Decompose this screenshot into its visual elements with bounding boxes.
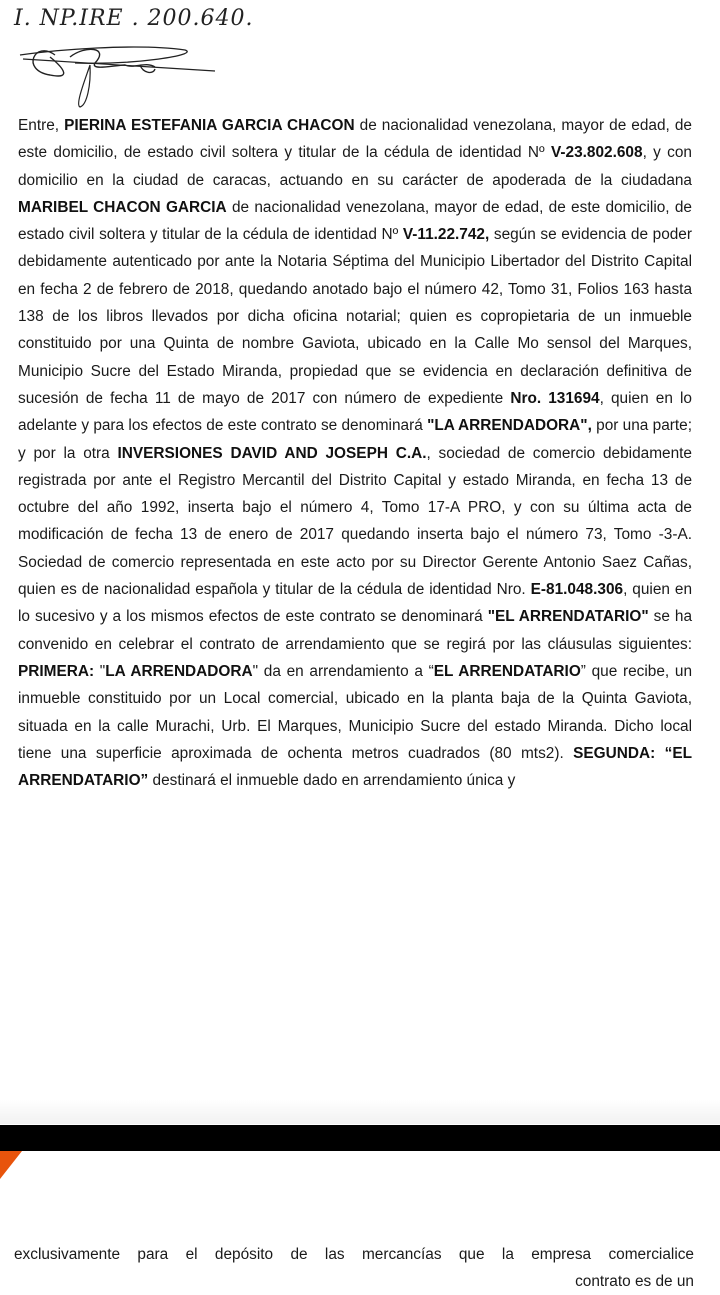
text-segment: ” que recibe, un inmueble constituido por un Local comercial, ubicado en la planta baja de la Quinta Gaviota, situada en la calle Murachi, Urb. El Marques, Municipio Sucre del estado Miranda. Dicho local tiene una superficie aproximada de ochenta metros cuadrados (80 mts2). bbox=[18, 662, 693, 762]
handwritten-annotation: I. NP.IRE . 200.640. bbox=[14, 6, 254, 31]
page2-cut-fragment: contrato es de un bbox=[575, 1273, 694, 1290]
bold-segment: PRIMERA: bbox=[18, 662, 100, 680]
text-segment: de nacionalidad venezolana, mayor de edad, de este domicilio, de estado civil soltera y titular de la cédula de identidad Nº bbox=[18, 117, 692, 162]
bold-segment: MARIBEL CHACON GARCIA bbox=[18, 198, 227, 216]
bold-segment: "LA ARRENDADORA", bbox=[427, 417, 592, 435]
orange-corner-mark bbox=[0, 1151, 24, 1181]
page2-first-line: exclusivamente para el depósito de las mercancías que la empresa comercialice bbox=[14, 1246, 694, 1263]
text-segment: " da en arrendamiento a “ bbox=[252, 662, 434, 680]
text-segment: , quien en lo adelante y para los efectos de este contrato se denominará bbox=[18, 389, 692, 435]
bold-segment: PIERINA ESTEFANIA GARCIA CHACON bbox=[64, 117, 355, 134]
text-segment: , quien en lo sucesivo y a los mismos efectos de este contrato se denominará bbox=[18, 581, 693, 626]
bold-segment: LA ARRENDADORA bbox=[105, 662, 253, 680]
bold-segment: INVERSIONES DAVID AND JOSEPH C.A. bbox=[117, 444, 427, 462]
text-segment: se ha convenido en celebrar el contrato de arrendamiento que se regirá por las cláusulas siguientes: bbox=[18, 608, 692, 653]
bold-segment: V-23.802.608 bbox=[550, 144, 643, 162]
bold-segment: SEGUNDA: “EL ARRENDATARIO” bbox=[18, 744, 692, 790]
text-segment: por una parte; y por la otra bbox=[18, 417, 692, 462]
page-bottom-shadow bbox=[0, 1100, 720, 1124]
text-segment: , y con domicilio en la ciudad de caracas, actuando en su carácter de apoderada de la ciudadana bbox=[18, 144, 692, 189]
contract-body-page-2 bbox=[14, 1241, 694, 1268]
contract-body-page-1 bbox=[18, 112, 692, 794]
contract-paragraph bbox=[18, 112, 692, 794]
bold-segment: Nro. 131694 bbox=[510, 389, 600, 407]
text-segment: " bbox=[99, 662, 106, 680]
page-divider-bar bbox=[0, 1125, 720, 1151]
text-segment: de nacionalidad venezolana, mayor de edad, de este domicilio, de estado civil soltera y titular de la cédula de identidad Nº bbox=[18, 198, 692, 244]
bold-segment: E-81.048.306 bbox=[530, 581, 624, 599]
page2-cut-line bbox=[14, 1268, 694, 1290]
text-segment: , sociedad de comercio debidamente registrada por ante el Registro Mercantil del Distrito Capital y estado Miranda, en fecha 13 de octubre del año 1992, inserta bajo el número 4, Tomo 17-A PRO, y con su última acta de modificación de fecha 13 de enero de 2017 quedando inserta bajo el número 73, Tomo -3-A. Sociedad de comercio representada en este acto por su Director Gerente Antonio Saez Cañas, quien es de nacionalidad española y titular de la cédula de identidad Nro. bbox=[18, 444, 692, 599]
bold-segment: "EL ARRENDATARIO" bbox=[487, 608, 649, 626]
orange-triangle bbox=[0, 1151, 22, 1179]
signature-image bbox=[15, 35, 215, 110]
text-segment: según se evidencia de poder debidamente autenticado por ante la Notaria Séptima del Municipio Libertador del Distrito Capital en fecha 2 de febrero de 2018, quedando anotado bajo el número 42, Tomo 31, Folios 163 hasta 138 de los libros llevados por dicha oficina notarial; quien es copropietaria de un inmueble constituido por una Quinta de nombre Gaviota, ubicado en la Calle Mo sensol del Marques, Municipio Sucre del Estado Miranda, propiedad que se evidencia en declaración definitiva de sucesión de fecha 11 de mayo de 2017 con número de expediente bbox=[18, 226, 692, 407]
bold-segment: EL ARRENDATARIO bbox=[433, 662, 581, 680]
bold-segment: V-11.22.742, bbox=[402, 226, 490, 244]
text-segment: Entre, bbox=[18, 117, 65, 134]
text-segment: destinará el inmueble dado en arrendamiento única y bbox=[148, 772, 516, 790]
